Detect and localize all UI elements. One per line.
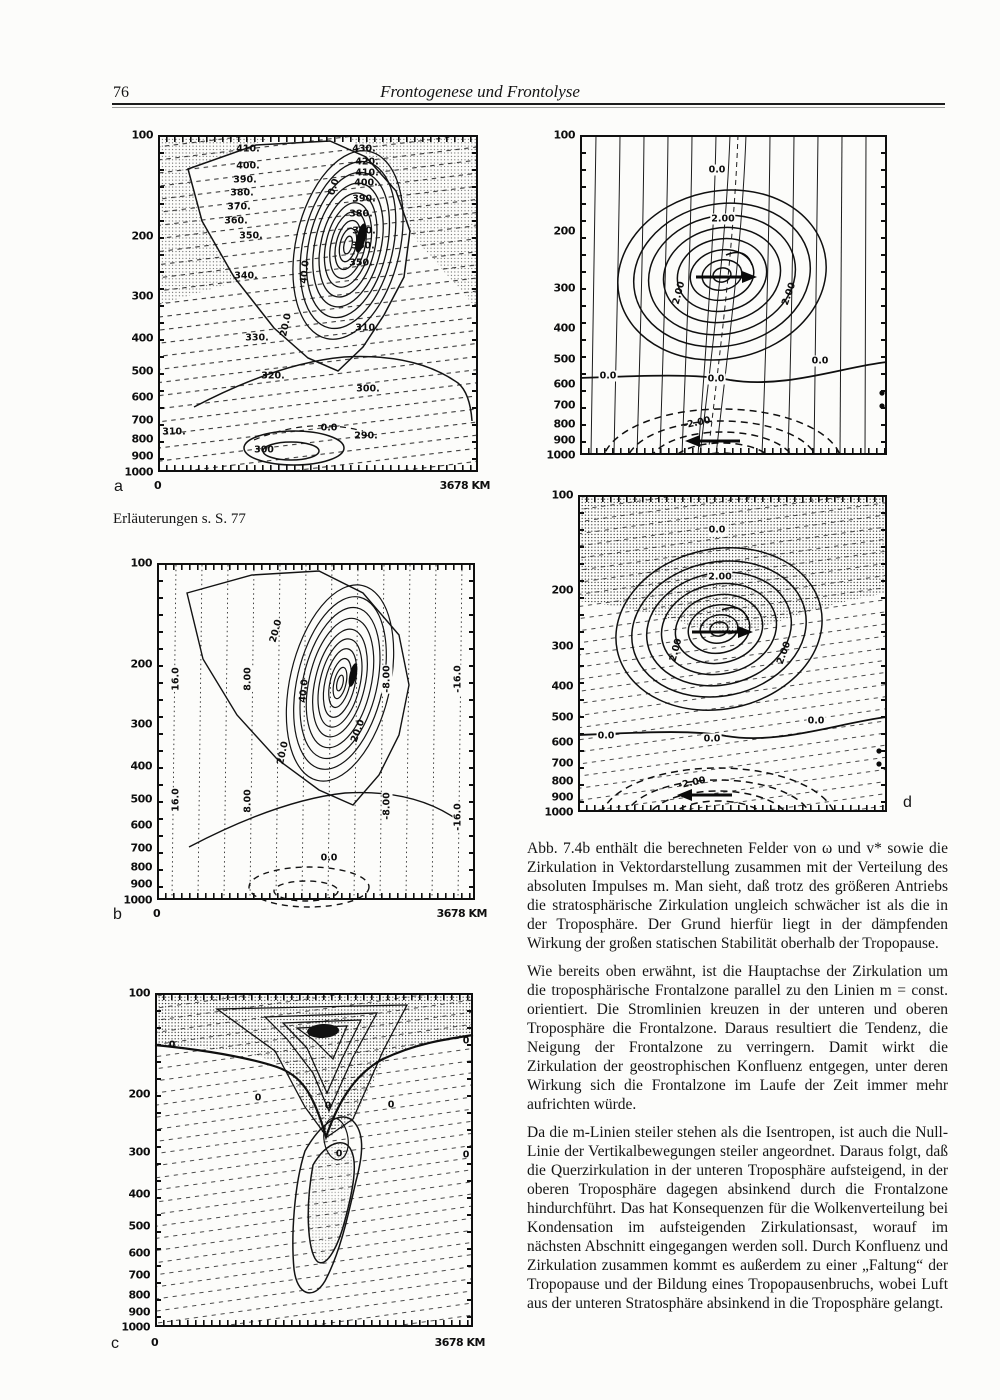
contour-label: 0 — [335, 1148, 343, 1160]
y-tick-label: 300 — [131, 289, 153, 303]
contour-label: 400. — [236, 160, 260, 172]
y-tick-label: 100 — [128, 986, 150, 1000]
y-tick-label: 900 — [551, 790, 573, 804]
body-paragraph: Wie bereits oben erwähnt, ist die Hauptachse der Zirkulation um die troposphärische Frontalzone parallel zu den Linien m = const. orientiert. Die Stromlinien kreuzen in der unteren und oberen Troposphäre die Frontalzone. Daraus resultiert die Tendenz, die Neigung der Frontalzone zu verringern. Damit wirkt die Zirkulation der geostrophischen Konfluenz entgegen, unter deren Wirkung sich die Frontalzone im Laufe der Zeit immer mehr aufrichten würde. — [527, 963, 948, 1113]
contour-label: -16.0 — [452, 665, 464, 693]
body-paragraph: Da die m-Linien steiler stehen als die Isentropen, ist auch die Null-Linie der Vertikalbewegungen steiler angeordnet. Daraus folgt, daß die Querzirkulation in der unteren Troposphäre aufsteigend, in der oberen Troposphäre dagegen absinkend durch die Frontalzone hindurchführt. Das hat Konsequenzen für die Wolkenverteilung bei Kondensation im aufsteigenden Zirkulationsast, worauf im nächsten Abschnitt eingegangen werden soll. Durch Konfluenz und Zirkulation zusammen kommt es außerdem zu einer „Faltung“ der Tropopause und der Bildung eines Tropopausenbruchs, wobei Luft aus der unteren Stratosphäre absinkend in die Troposphäre gelangt. — [527, 1124, 948, 1312]
y-tick-label: 1000 — [546, 448, 575, 462]
contour-label: 8.00 — [242, 667, 254, 691]
circulation-arrow-left — [685, 435, 740, 447]
y-tick-label: 700 — [128, 1268, 150, 1282]
y-tick-label: 500 — [553, 352, 575, 366]
m-lines-dashed — [172, 565, 462, 898]
contour-label: 0 — [462, 1149, 470, 1161]
contour-label: 0.0 — [707, 373, 725, 385]
figure-d — [544, 488, 912, 819]
y-tick-label: 300 — [553, 281, 575, 295]
contour-label: 390. — [352, 193, 376, 205]
isentrope-field — [512, 426, 988, 910]
contour-label: 410. — [236, 143, 260, 155]
contour-label: 300. — [356, 383, 380, 395]
y-tick-label: 700 — [130, 841, 152, 855]
contour-label: 390. — [233, 174, 257, 186]
header-rule-shadow — [112, 107, 945, 108]
contour-label: 2.00 — [667, 637, 685, 663]
contour-label: 300 — [254, 444, 274, 456]
panel-label-b: b — [113, 906, 122, 923]
contour-label: 310. — [162, 426, 186, 438]
contour-label: 330. — [245, 332, 269, 344]
contour-label: -16.0 — [452, 803, 464, 831]
y-tick-label: 1000 — [123, 893, 152, 907]
y-tick-label: 200 — [551, 583, 573, 597]
contour-label: -8.00 — [381, 665, 393, 693]
contour-label: 0.0 — [599, 370, 617, 382]
y-tick-label: 800 — [551, 774, 573, 788]
contour-label: 340. — [234, 270, 258, 282]
contour-label: 380. — [230, 187, 254, 199]
contour-plot-right-top — [580, 135, 887, 455]
contour-label: 20.0 — [267, 618, 285, 644]
contour-label: 40.0 — [298, 259, 312, 285]
contour-label: 20.0 — [348, 718, 368, 744]
contour-label: 20.0 — [278, 312, 294, 338]
y-tick-label: 600 — [131, 390, 153, 404]
y-tick-label: 200 — [553, 224, 575, 238]
y-tick-label: 100 — [553, 128, 575, 142]
contour-label: 0.0 — [708, 524, 726, 536]
contour-label: 360. — [224, 215, 248, 227]
x-axis-max: 3678 KM — [439, 479, 490, 492]
body-text-column — [527, 839, 948, 1322]
y-tick-label: 200 — [128, 1087, 150, 1101]
y-tick-label: 1000 — [121, 1320, 150, 1334]
contour-label: 40.0 — [297, 678, 311, 704]
panel-label-d: d — [903, 794, 912, 811]
x-axis-max: 3678 KM — [434, 1336, 485, 1349]
contour-label: 410. — [355, 167, 379, 179]
y-tick-label: 700 — [553, 398, 575, 412]
x-axis-origin: 0 — [153, 907, 161, 920]
contour-label: 2.00 — [670, 280, 688, 306]
y-tick-label: 600 — [130, 818, 152, 832]
y-tick-label: 400 — [130, 759, 152, 773]
contour-label: 0 — [168, 1039, 176, 1051]
x-axis-origin: 0 — [154, 479, 162, 492]
contour-label: 0 — [462, 1035, 470, 1047]
y-tick-label: 700 — [131, 413, 153, 427]
contour-label: 2.00 — [711, 213, 735, 225]
contour-label: 16.0 — [170, 788, 182, 812]
y-tick-label: 700 — [551, 756, 573, 770]
figure-note: Erläuterungen s. S. 77 — [113, 511, 246, 527]
x-axis-max: 3678 KM — [436, 907, 487, 920]
y-tick-label: 600 — [553, 377, 575, 391]
contour-label: 2.00 — [708, 571, 732, 583]
contour-label: 0 — [324, 1100, 332, 1112]
y-tick-label: 300 — [130, 717, 152, 731]
contour-label: 0.0 — [320, 852, 338, 864]
y-tick-label: 900 — [131, 449, 153, 463]
header-rule — [112, 103, 945, 105]
y-tick-label: 300 — [128, 1145, 150, 1159]
y-tick-label: 900 — [130, 877, 152, 891]
y-tick-label: 500 — [130, 792, 152, 806]
contour-label: 370. — [352, 225, 376, 237]
y-tick-label: 900 — [128, 1305, 150, 1319]
contour-label: 2.00 — [774, 640, 794, 666]
y-tick-label: 500 — [551, 710, 573, 724]
contour-label: 0 — [254, 1092, 262, 1104]
contour-label: 0.0 — [597, 730, 615, 742]
contour-label: 2.00 — [779, 281, 799, 307]
y-tick-label: 800 — [553, 417, 575, 431]
y-tick-label: 800 — [128, 1288, 150, 1302]
contour-label: 310. — [355, 322, 379, 334]
contour-label: 0 — [387, 1099, 395, 1111]
y-tick-label: 600 — [128, 1246, 150, 1260]
y-tick-label: 400 — [553, 321, 575, 335]
contour-label: 360. — [351, 240, 375, 252]
caption-paragraph: Abb. 7.4b enthält die berechneten Felder von ω und v* sowie die Zirkulation in Vektordarstellung zusammen mit der Verteilung des absoluten Impulses m. Man sieht, daß trotz des größeren Antriebs die stratosphärische Zirkulation ungleich schwächer ist als die in der Troposphäre. Der Grund hierfür liegt in der dämpfenden Wirkung der großen statischen Stabilität oberhalb der Tropopause. — [527, 840, 948, 952]
y-tick-label: 500 — [131, 364, 153, 378]
contour-plot-d — [578, 495, 887, 812]
edge-dot — [876, 761, 881, 766]
y-tick-label: 1000 — [124, 465, 153, 479]
figure-right-top — [546, 128, 887, 462]
contour-label: 420. — [355, 156, 379, 168]
contour-label: 0.0 — [811, 355, 829, 367]
contour-label: 290. — [354, 430, 378, 442]
contour-label: 20.0 — [275, 740, 291, 766]
contour-label: 0.0 — [320, 422, 338, 434]
page-number: 76 — [113, 84, 129, 101]
y-tick-label: 1000 — [544, 805, 573, 819]
panel-label-a: a — [114, 478, 123, 495]
contour-label: 400. — [354, 177, 378, 189]
y-tick-label: 400 — [551, 679, 573, 693]
y-tick-label: 400 — [128, 1187, 150, 1201]
contour-label: -2.00 — [682, 414, 712, 432]
contour-label: 0.0 — [326, 177, 342, 197]
y-tick-label: 200 — [130, 657, 152, 671]
y-tick-label: 400 — [131, 331, 153, 345]
isentrope-field — [88, 924, 564, 1400]
contour-label: 0.0 — [703, 733, 721, 745]
y-tick-label: 500 — [128, 1219, 150, 1233]
y-tick-label: 800 — [131, 432, 153, 446]
contour-label: 380. — [349, 208, 373, 220]
contour-label: 0.0 — [807, 715, 825, 727]
contour-label: -2.00 — [677, 774, 707, 792]
contour-label: 430. — [352, 143, 376, 155]
m-lines — [591, 135, 866, 455]
contour-label: 350. — [349, 257, 373, 269]
running-title: Frontogenese und Frontolyse — [380, 82, 580, 101]
y-tick-label: 100 — [130, 556, 152, 570]
y-tick-label: 800 — [130, 860, 152, 874]
y-tick-label: 900 — [553, 433, 575, 447]
y-tick-label: 100 — [551, 488, 573, 502]
y-tick-label: 300 — [551, 639, 573, 653]
y-tick-label: 100 — [131, 128, 153, 142]
contour-label: 370. — [227, 201, 251, 213]
contour-label: -8.00 — [381, 792, 393, 820]
y-tick-label: 200 — [131, 229, 153, 243]
figure-b — [113, 556, 487, 923]
contour-plot-a — [158, 135, 478, 472]
contour-label: 16.0 — [170, 667, 182, 691]
contour-plot-b — [157, 563, 475, 900]
contour-label: 350. — [239, 230, 263, 242]
panel-label-c: c — [111, 1335, 119, 1352]
figure-a — [114, 128, 490, 495]
contour-label: 0.0 — [708, 164, 726, 176]
figure-c — [111, 986, 485, 1352]
contour-plot-c — [155, 993, 473, 1327]
contour-label: 320. — [261, 370, 285, 382]
x-axis-origin: 0 — [151, 1336, 159, 1349]
contour-label: 8.00 — [242, 789, 254, 813]
edge-dot — [876, 748, 881, 753]
y-tick-label: 600 — [551, 735, 573, 749]
